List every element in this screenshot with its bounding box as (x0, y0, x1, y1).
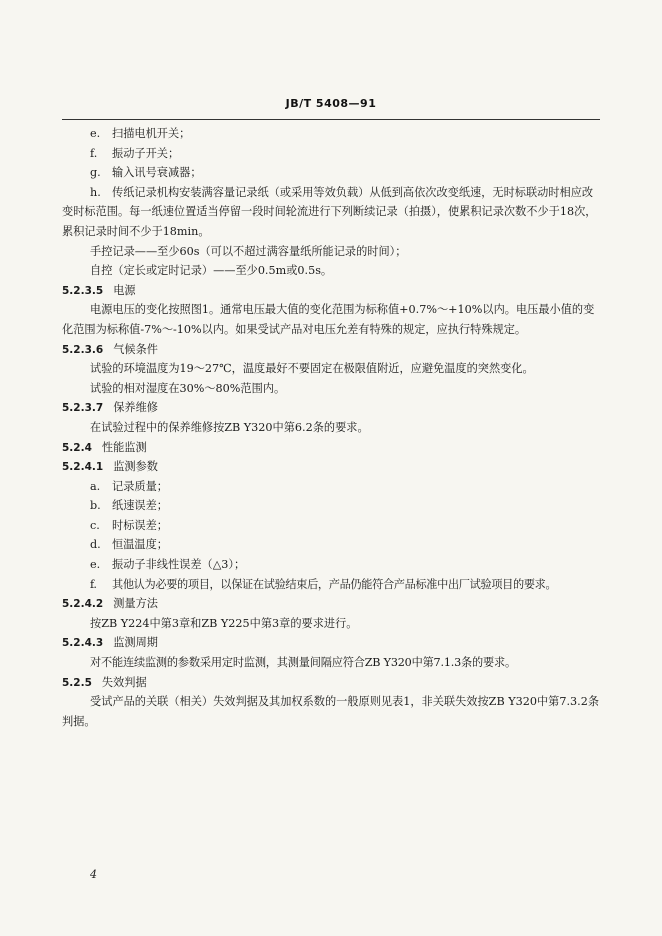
section-title: 电源 (113, 283, 136, 297)
section-5-2-4-3-heading (0, 633, 662, 653)
list-text: 振动子开关； (112, 146, 180, 160)
section-5-2-3-6-body-2: 试验的相对湿度在30%～80%范围内。 (90, 381, 286, 395)
section-number: 5.2.3.7 (62, 402, 104, 415)
list-item-b (0, 496, 662, 516)
list-text: 扫描电机开关； (112, 127, 191, 140)
manual-record-line: 手控记录——至少60s（可以不超过满容量纸所能记录的时间）； (90, 244, 407, 258)
list-marker: c. (90, 518, 100, 532)
section-number: 5.2.3.5 (62, 284, 104, 297)
section-5-2-5-body: 受试产品的关联（相关）失效判据及其加权系数的一般原则见表1，非关联失效按ZB Y320中第7.3.2条判据。 (62, 695, 600, 728)
list-text: 记录质量； (112, 479, 168, 493)
section-5-2-3-6-body-1: 试验的环境温度为19～27℃，温度最好不要固定在极限值附近，应避免温度的突然变化。 (90, 362, 534, 376)
section-title: 监测参数 (113, 460, 158, 474)
standard-code-header: JB/T 5408—91 (285, 97, 377, 110)
section-5-2-5-heading (0, 673, 662, 693)
list-item-e2 (0, 555, 662, 575)
section-number: 5.2.4.1 (62, 461, 104, 474)
section-number: 5.2.4.2 (62, 598, 104, 611)
list-text: 时标误差； (112, 518, 168, 532)
list-item-e (0, 124, 662, 144)
section-title: 失效判据 (101, 675, 147, 689)
section-5-2-4-3-body: 对不能连续监测的参数采用定时监测，其测量间隔应符合ZB Y320中第7.1.3条的要求。 (90, 656, 516, 670)
list-marker: b. (90, 499, 101, 513)
list-text: 恒温温度； (112, 538, 168, 552)
list-item-f (0, 144, 662, 164)
list-item-h (0, 183, 662, 242)
auto-record-line: 自控（定长或定时记录）——至少0.5m或0.5s。 (90, 264, 333, 278)
list-item-c (0, 516, 662, 536)
header-rule (62, 119, 600, 120)
list-item-d (0, 535, 662, 555)
list-text: 振动子非线性误差（△3）； (112, 558, 246, 572)
list-marker: e. (90, 127, 101, 140)
list-text: 传纸记录机构安装满容量记录纸（或采用等效负载）从低到高依次改变纸速，无时标联动时相应改变时标范围。每一纸速位置适当停留一段时间轮流进行下列断续记录（拍摄），使累积记录次数不少于18次，累积记录时间不少于18min。 (62, 185, 597, 238)
section-number: 5.2.4 (62, 441, 92, 454)
section-title: 监测周期 (113, 636, 158, 650)
list-item-g (0, 163, 662, 183)
section-5-2-3-7-body: 在试验过程中的保养维修按ZB Y320中第6.2条的要求。 (90, 420, 369, 434)
section-5-2-3-5-heading (0, 281, 662, 301)
list-item-f2 (0, 575, 662, 595)
section-5-2-4-heading (0, 438, 662, 458)
list-text: 输入讯号衰减器； (112, 166, 202, 180)
section-number: 5.2.4.3 (62, 637, 104, 650)
section-5-2-3-7-heading (0, 398, 662, 418)
section-title: 保养维修 (113, 401, 158, 415)
list-marker: h. (90, 185, 101, 199)
section-number: 5.2.3.6 (62, 343, 104, 356)
list-marker: g. (90, 166, 101, 180)
list-marker: e. (90, 558, 101, 572)
list-item-a (0, 477, 662, 497)
page-content (0, 124, 662, 731)
section-title: 气候条件 (113, 342, 158, 356)
section-5-2-3-5-body: 电源电压的变化按照图1。通常电压最大值的变化范围为标称值+0.7%～+10%以内。电压最小值的变化范围为标称值-7%～-10%以内。如果受试产品对电压允差有特殊的规定，应执行特殊规定。 (62, 303, 595, 336)
list-marker: f. (90, 577, 97, 591)
page-number: 4 (90, 868, 97, 881)
section-title: 测量方法 (113, 597, 158, 611)
section-title: 性能监测 (101, 440, 147, 454)
section-number: 5.2.5 (62, 676, 92, 689)
section-5-2-4-1-heading (0, 457, 662, 477)
list-text: 其他认为必要的项目，以保证在试验结束后，产品仍能符合产品标准中出厂试验项目的要求。 (112, 577, 557, 591)
section-5-2-4-2-body: 按ZB Y224中第3章和ZB Y225中第3章的要求进行。 (90, 616, 358, 630)
list-marker: a. (90, 479, 101, 493)
section-5-2-4-2-heading (0, 594, 662, 614)
list-text: 纸速误差； (112, 499, 168, 513)
list-marker: d. (90, 538, 101, 552)
section-5-2-3-6-heading (0, 340, 662, 360)
list-marker: f. (90, 146, 98, 160)
